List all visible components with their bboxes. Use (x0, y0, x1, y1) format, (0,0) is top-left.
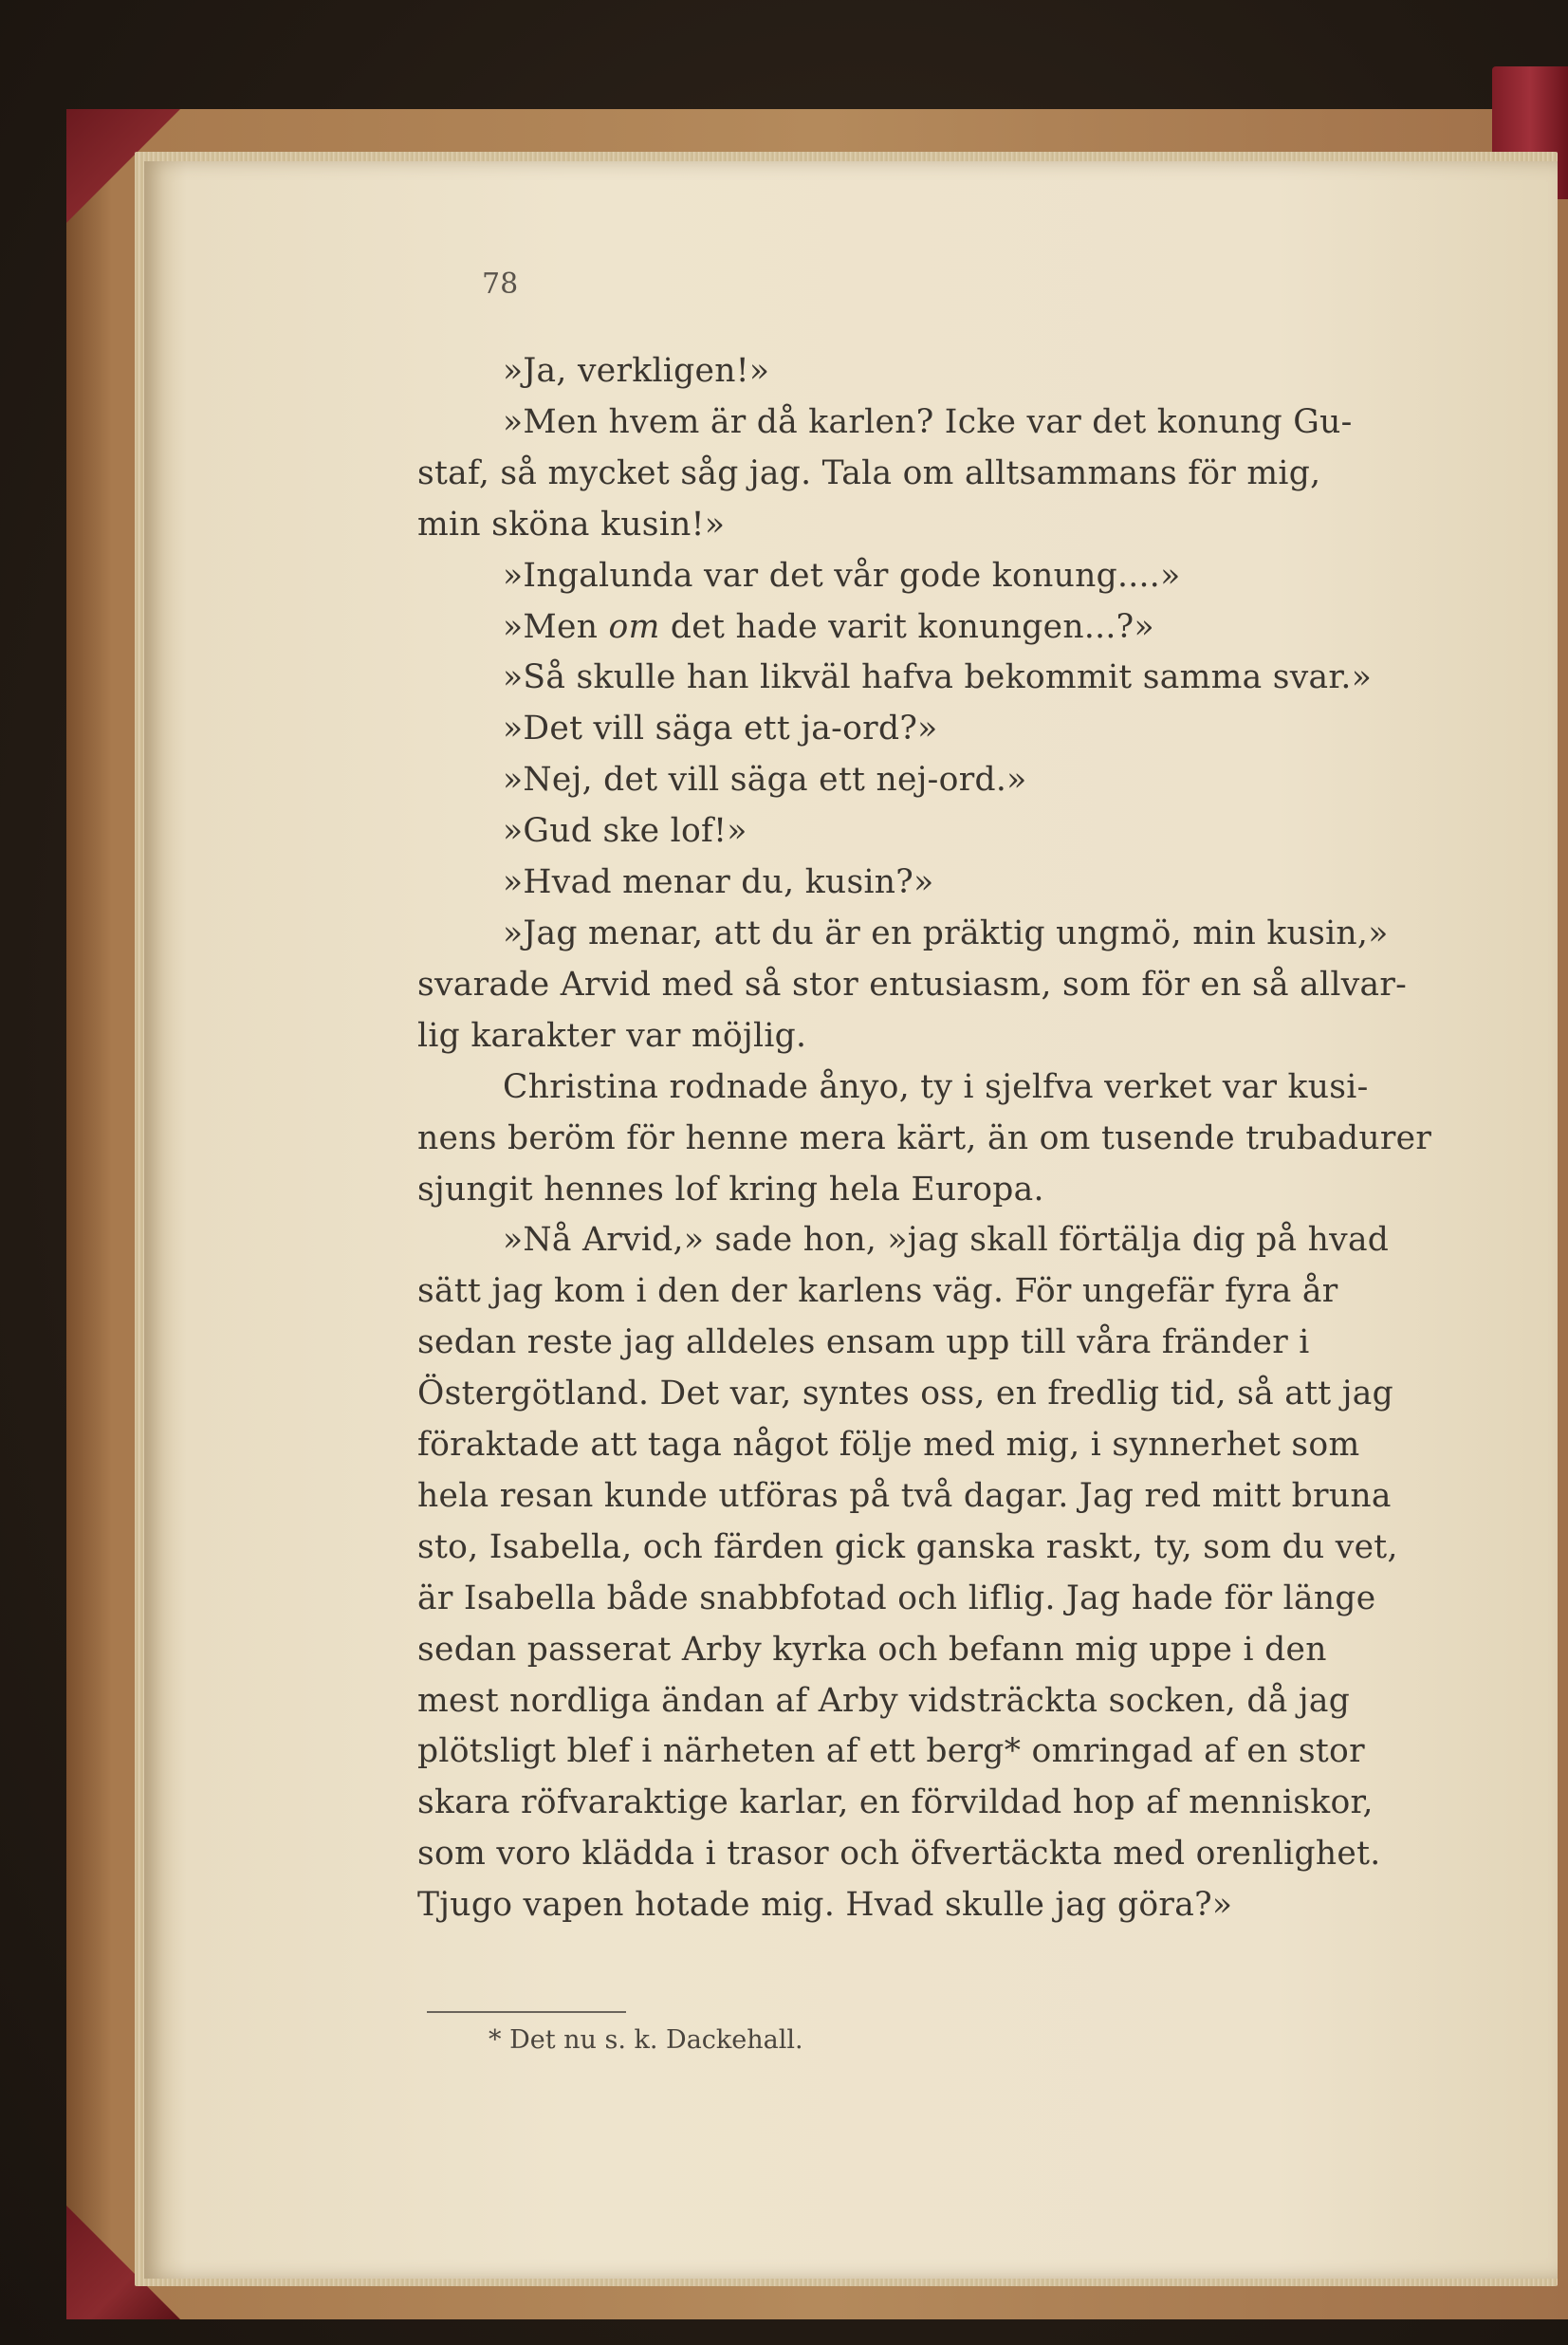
text-line: plötsligt blef i närheten af ett berg* omringad af en stor (417, 1732, 1365, 1771)
text-line: »Det vill säga ett ja-ord?» (503, 710, 938, 748)
text-line: sedan reste jag alldeles ensam upp till våra fränder i (417, 1323, 1310, 1362)
text-line: sjungit hennes lof kring hela Europa. (417, 1170, 1044, 1209)
paragraph (417, 1215, 1442, 1931)
text-line: sätt jag kom i den der karlens väg. För ungefär fyra år (417, 1272, 1338, 1311)
paragraph (417, 704, 1442, 755)
text-line: hela resan kunde utföras på två dagar. Jag red mitt bruna (417, 1476, 1392, 1515)
text-line: »Hvad menar du, kusin?» (503, 863, 934, 902)
body-text (417, 346, 1442, 1931)
text-fragment: »Men (503, 607, 609, 646)
text-line: som voro klädda i trasor och öfvertäckta med orenlighet. (417, 1835, 1381, 1874)
footnote-rule (427, 2011, 626, 2013)
paragraph (417, 1062, 1442, 1216)
paragraph (417, 806, 1442, 858)
paragraph (417, 755, 1442, 806)
text-line: Tjugo vapen hotade mig. Hvad skulle jag göra?» (417, 1886, 1233, 1925)
text-line: skara röfvaraktige karlar, en förvildad hop af menniskor, (417, 1783, 1374, 1822)
paragraph (417, 397, 1442, 551)
text-line: »Ingalunda var det vår gode konung....» (503, 556, 1181, 595)
text-fragment: det hade varit konungen...?» (659, 607, 1154, 646)
text-line: Christina rodnade ånyo, ty i sjelfva verket var kusi- (503, 1067, 1369, 1106)
text-line: »Jag menar, att du är en präktig ungmö, min kusin,» (503, 914, 1389, 952)
text-line: »Så skulle han likväl hafva bekommit samma svar.» (503, 658, 1373, 697)
text-line: Östergötland. Det var, syntes oss, en fredlig tid, så att jag (417, 1375, 1393, 1413)
paragraph (417, 653, 1442, 704)
page-number: 78 (482, 268, 519, 301)
text-line: min sköna kusin!» (417, 505, 726, 544)
text-line: nens beröm för henne mera kärt, än om tusende trubadurer (417, 1118, 1432, 1157)
paragraph (417, 346, 1442, 397)
text-line: »Gud ske lof!» (503, 812, 747, 851)
text-line: är Isabella både snabbfotad och liflig. Jag hade för länge (417, 1579, 1376, 1617)
text-line: »Nå Arvid,» sade hon, »jag skall förtälja dig på hvad (503, 1221, 1390, 1260)
text-line: sedan passerat Arby kyrka och befann mig uppe i den (417, 1630, 1327, 1669)
text-line: staf, så mycket såg jag. Tala om alltsammans för mig, (417, 453, 1321, 492)
text-line: »Nej, det vill säga ett nej-ord.» (503, 761, 1027, 800)
paragraph (417, 551, 1442, 602)
paragraph (417, 909, 1442, 1062)
paragraph (417, 602, 1442, 654)
paragraph (417, 858, 1442, 909)
text-line: »Ja, verkligen!» (503, 352, 770, 390)
text-line: mest nordliga ändan af Arby vidsträckta socken, då jag (417, 1681, 1351, 1720)
text-line: föraktade att taga något följe med mig, i synnerhet som (417, 1426, 1360, 1465)
text-line (417, 602, 1442, 654)
text-line: sto, Isabella, och färden gick ganska raskt, ty, som du vet, (417, 1527, 1398, 1566)
italic-word: om (608, 607, 660, 646)
text-line: lig karakter var möjlig. (417, 1016, 807, 1055)
text-line: »Men hvem är då karlen? Icke var det konung Gu- (503, 402, 1353, 441)
text-line: svarade Arvid med så stor entusiasm, som för en så allvar- (417, 965, 1408, 1004)
footnote: * Det nu s. k. Dackehall. (489, 2025, 803, 2055)
